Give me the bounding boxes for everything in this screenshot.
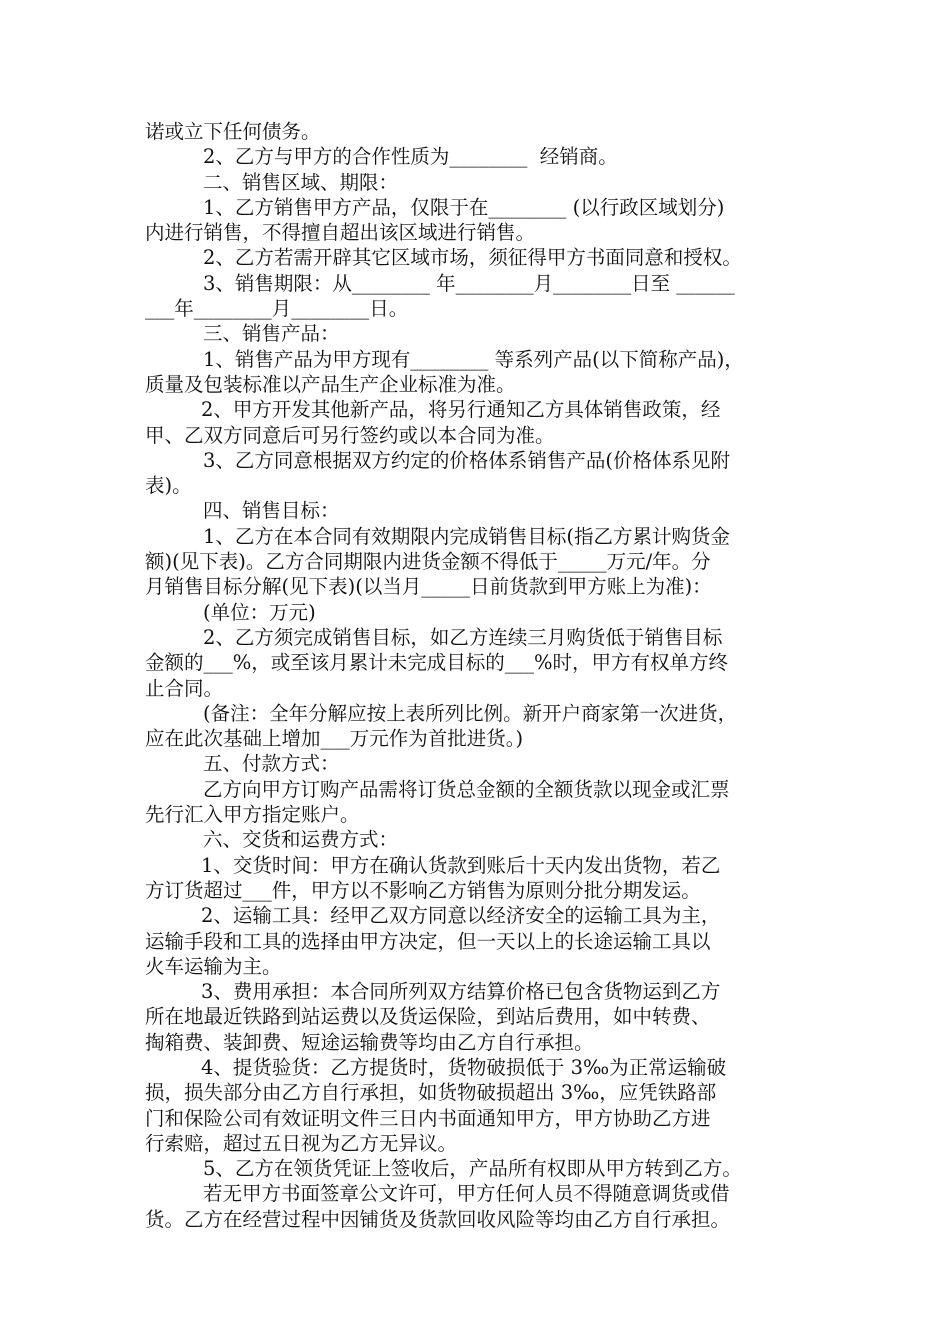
- document-line: 四、销售目标：: [203, 499, 340, 523]
- document-line: 先行汇入甲方指定账户。: [145, 803, 360, 827]
- document-line: 火车运输为主。: [145, 954, 282, 978]
- document-line: 所在地最近铁路到站运费以及货运保险，到站后费用，如中转费、: [145, 1005, 711, 1029]
- document-line: 运输手段和工具的选择由甲方决定，但一天以上的长途运输工具以: [145, 929, 711, 953]
- document-line: 门和保险公司有效证明文件三日内书面通知甲方，甲方协助乙方进: [145, 1106, 711, 1130]
- document-line: 2、运输工具：经甲乙双方同意以经济安全的运输工具为主，: [201, 904, 721, 928]
- document-line: 3、费用承担：本合同所列双方结算价格已包含货物运到乙方: [201, 980, 721, 1004]
- document-line: 1、乙方在本合同有效期限内完成销售目标(指乙方累计购货金: [203, 524, 731, 548]
- document-line: 金额的___%，或至该月累计未完成目标的___%时，甲方有权单方终: [145, 651, 729, 675]
- document-line: 内进行销售，不得擅自超出该区域进行销售。: [145, 221, 536, 245]
- document-line: 2、乙方须完成销售目标，如乙方连续三月购货低于销售目标: [203, 625, 723, 649]
- document-line: 5、乙方在领货凭证上签收后，产品所有权即从甲方转到乙方。: [203, 1157, 742, 1181]
- document-line: 应在此次基础上增加___万元作为首批进货。): [145, 727, 524, 751]
- document-line: 2、甲方开发其他新产品，将另行通知乙方具体销售政策，经: [201, 398, 721, 422]
- document-line: 掏箱费、装卸费、短途运输费等均由乙方自行承担。: [145, 1030, 594, 1054]
- document-line: 1、交货时间：甲方在确认货款到账后十天内发出货物，若乙: [201, 853, 721, 877]
- document-line: 若无甲方书面签章公文许可，甲方任何人员不得随意调货或借: [203, 1182, 730, 1206]
- document-line: 行索赔，超过五日视为乙方无异议。: [145, 1131, 458, 1155]
- document-line: 甲、乙双方同意后可另行签约或以本合同为准。: [145, 423, 555, 447]
- document-line: 诺或立下任何债务。: [145, 120, 321, 143]
- document-line: 货。乙方在经营过程中因铺货及货款回收风险等均由乙方自行承担。: [145, 1207, 731, 1231]
- document-line: 1、乙方销售甲方产品，仅限于在________ (以行政区域划分): [203, 195, 725, 219]
- document-line: 额)(见下表)。乙方合同期限内进货金额不得低于_____万元/年。分: [145, 550, 711, 574]
- document-line: 1、销售产品为甲方现有________ 等系列产品(以下简称产品)，: [203, 347, 744, 371]
- document-line: 三、销售产品：: [203, 322, 340, 346]
- document-line: 表)。: [145, 474, 192, 498]
- document-line: 质量及包装标准以产品生产企业标准为准。: [145, 372, 516, 396]
- document-line: 六、交货和运费方式：: [203, 828, 399, 852]
- document-line: (备注：全年分解应按上表所列比例。新开户商家第一次进货，: [203, 701, 738, 725]
- document-line: 2、乙方与甲方的合作性质为________ 经销商。: [203, 145, 618, 169]
- document-line: 2、乙方若需开辟其它区域市场，须征得甲方书面同意和授权。: [203, 246, 742, 270]
- document-line: 月销售目标分解(见下表)(以当月_____日前货款到甲方账上为准)：: [145, 575, 712, 599]
- document-line: 方订货超过___件，甲方以不影响乙方销售为原则分批分期发运。: [145, 878, 701, 902]
- document-line: 3、乙方同意根据双方约定的价格体系销售产品(价格体系见附: [203, 448, 731, 472]
- document-line: 止合同。: [145, 676, 224, 700]
- document-line: 损，损失部分由乙方自行承担，如货物破损超出 3‰，应凭铁路部: [145, 1081, 717, 1105]
- document-line: ___年________月________日。: [145, 297, 409, 321]
- document-line: 五、付款方式：: [203, 752, 340, 776]
- document-line: 4、提货验货：乙方提货时，货物破损低于 3‰为正常运输破: [201, 1055, 727, 1079]
- document-line: 乙方向甲方订购产品需将订货总金额的全额货款以现金或汇票: [203, 777, 730, 801]
- document-line: 二、销售区域、期限：: [203, 170, 399, 194]
- document-line: (单位：万元): [203, 600, 316, 624]
- document-line: 3、销售期限：从________ 年________月________日至 ______: [203, 271, 735, 295]
- document-body: [145, 119, 822, 1232]
